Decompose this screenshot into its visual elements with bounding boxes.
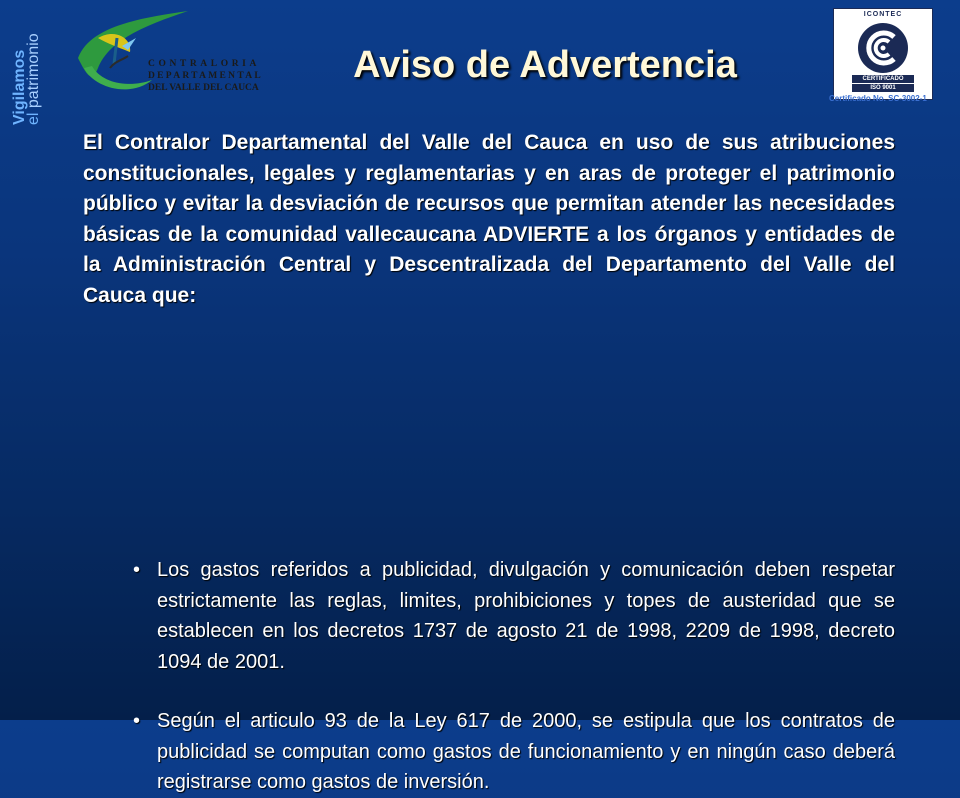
bullet-text: Según el articulo 93 de la Ley 617 de 2000, se estipula que los contratos de publicidad se computan como gastos de funcionamiento y en ningún caso deberá registrarse como gastos de inversión. bbox=[157, 710, 895, 793]
notice-body bbox=[83, 128, 895, 793]
certification-box bbox=[833, 8, 933, 100]
bullet-text: Los gastos referidos a publicidad, divulgación y comunicación deben respetar estrictamente las reglas, limites, prohibiciones y topes de austeridad que se establecen en los decretos 1737 de agosto 21 de 1998, 2209 de 1998, decreto 1094 de 2001. bbox=[157, 559, 895, 673]
logo-line2: DEPARTAMENTAL bbox=[148, 71, 264, 81]
cert-standard: ISO 9001 bbox=[852, 84, 914, 92]
cert-label: CERTIFICADO bbox=[852, 75, 914, 83]
logo-line1: CONTRALORIA bbox=[148, 59, 260, 69]
vertical-mark-prefix: el bbox=[25, 112, 42, 125]
bullet-marker: • bbox=[133, 710, 141, 732]
certification-badge bbox=[829, 8, 933, 103]
intro-paragraph: El Contralor Departamental del Valle del Cauca en uso de sus atribuciones constitucionales, legales y reglamentarias y en aras de proteger el patrimonio público y evitar la desviación de recursos que permitan atender las necesidades básicas de la comunidad vallecaucana ADVIERTE a los órganos y entidades de la Administración Central y Descentralizada del Departamento del Valle del Cauca que: bbox=[83, 131, 895, 307]
contraloria-logo bbox=[70, 8, 300, 108]
vertical-mark-line1: Vigilamos bbox=[11, 49, 28, 125]
bullet-marker: • bbox=[133, 559, 141, 581]
vertical-mark-word: patrimonio bbox=[25, 33, 42, 109]
logo-wordmark bbox=[148, 58, 298, 94]
vertical-mark-line2 bbox=[26, 33, 42, 125]
page-title: Aviso de Advertencia bbox=[353, 44, 737, 86]
icontec-emblem-icon bbox=[856, 21, 910, 75]
cert-number: Certificado No. SC-3002-1 bbox=[829, 94, 927, 103]
list-item bbox=[133, 555, 895, 677]
cert-issuer: ICONTEC bbox=[863, 11, 903, 18]
vigilamos-patrimonio-mark bbox=[10, 10, 50, 125]
logo-line3: DEL VALLE DEL CAUCA bbox=[148, 83, 259, 93]
